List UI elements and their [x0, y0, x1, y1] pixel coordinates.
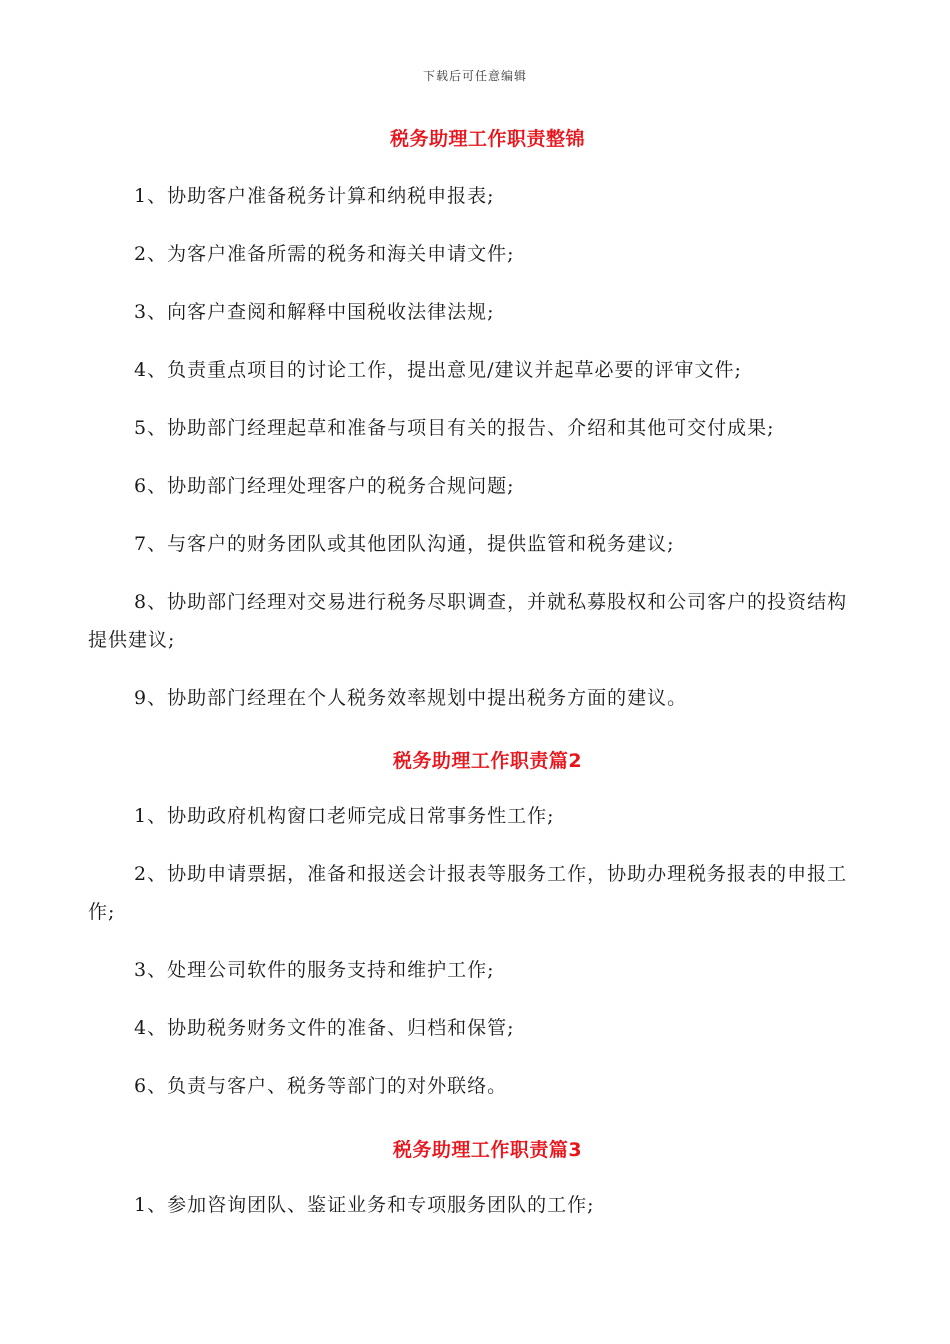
section-heading-1: 税务助理工作职责整锦 — [389, 128, 585, 150]
list-item: 6、负责与客户、税务等部门的对外联络。 — [134, 1075, 508, 1097]
list-item: 5、协助部门经理起草和准备与项目有关的报告、介绍和其他可交付成果; — [134, 417, 775, 439]
list-item: 4、协助税务财务文件的准备、归档和保管; — [134, 1017, 515, 1039]
list-item: 7、与客户的财务团队或其他团队沟通，提供监管和税务建议; — [134, 533, 675, 555]
header-note: 下载后可任意编辑 — [422, 69, 527, 83]
list-item: 3、处理公司软件的服务支持和维护工作; — [134, 959, 495, 981]
list-item: 8、协助部门经理对交易进行税务尽职调查，并就私募股权和公司客户的投资结构提供建议; — [88, 591, 848, 651]
list-item: 1、协助政府机构窗口老师完成日常事务性工作; — [134, 805, 555, 827]
list-item: 9、协助部门经理在个人税务效率规划中提出税务方面的建议。 — [134, 687, 688, 709]
list-item: 3、向客户查阅和解释中国税收法律法规; — [134, 301, 495, 323]
list-item: 1、协助客户准备税务计算和纳税申报表; — [134, 185, 495, 207]
list-item: 1、参加咨询团队、鉴证业务和专项服务团队的工作; — [134, 1194, 595, 1216]
list-item: 2、协助申请票据，准备和报送会计报表等服务工作，协助办理税务报表的申报工作; — [88, 863, 848, 923]
list-item: 4、负责重点项目的讨论工作，提出意见/建议并起草必要的评审文件; — [134, 359, 742, 381]
section-heading-2: 税务助理工作职责篇2 — [392, 750, 583, 772]
section-heading-3: 税务助理工作职责篇3 — [392, 1139, 583, 1161]
list-item: 6、协助部门经理处理客户的税务合规问题; — [134, 475, 515, 497]
list-item: 2、为客户准备所需的税务和海关申请文件; — [134, 243, 515, 265]
